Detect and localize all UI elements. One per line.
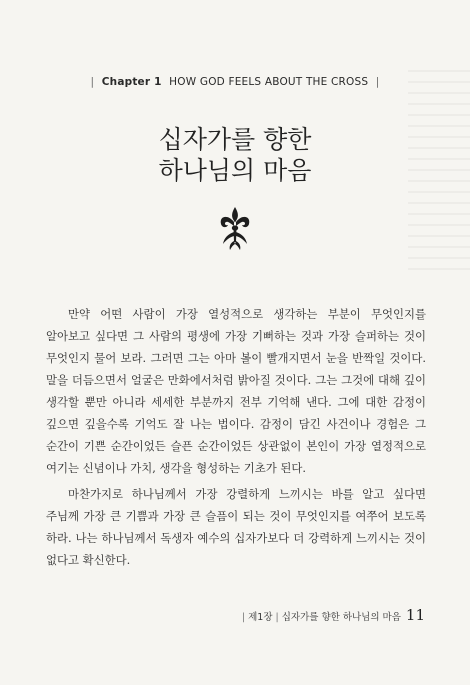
fleuron-icon bbox=[215, 205, 255, 251]
header-bar-right: | bbox=[375, 76, 380, 88]
footer-bar-left: | bbox=[241, 612, 246, 623]
paragraph-1: 만약 어떤 사람이 가장 열성적으로 생각하는 부분이 무엇인지를 알아보고 싶다면 그 사람의 평생에 가장 기뻐하는 것과 가장 슬퍼하는 것이 무엇인지 물어 보라. 그러면 그는 아마 볼이 빨개지면서 눈을 반짝일 것이다. 말을 더듬으면서 얼굴은 만화에서처럼 밝아질 것이다. 그는 그것에 대해 깊이 생각할 뿐만 아니라 세세한 부분까지 전부 기억해 낸다. 그에 대한 감정이 깊으면 깊을수록 기억도 잘 나는 법이다. 감정이 담긴 사건이나 경험은 그 순간이 기쁜 순간이었든 슬픈 순간이었든 상관없이 본인이 가장 열정적으로 여기는 신념이나 가치, 생각을 형성하는 기초가 된다. bbox=[46, 307, 426, 475]
chapter-title-line-2: 하나님의 마음 bbox=[158, 156, 312, 185]
page-footer bbox=[239, 606, 425, 624]
footer-bar-right: | bbox=[275, 612, 279, 623]
paragraph-2: 마찬가지로 하나님께서 가장 강렬하게 느끼시는 바를 알고 싶다면 주님께 가장 큰 기쁨과 가장 큰 슬픔이 되는 것이 무엇인지를 여쭈어 보도록 하라. 나는 하나님께서 독생자 예수의 십자가보다 더 강력하게 느끼시는 것이 없다고 확신한다. bbox=[46, 487, 426, 567]
running-title: 십자가를 향한 하나님의 마음 bbox=[281, 612, 401, 623]
body-text bbox=[46, 303, 426, 575]
chapter-header bbox=[0, 76, 470, 88]
chapter-label: Chapter 1 bbox=[101, 76, 162, 88]
chapter-title-line-1: 십자가를 향한 bbox=[158, 125, 312, 154]
page-number: 11 bbox=[405, 606, 425, 624]
header-bar-left: | bbox=[90, 76, 95, 88]
footer-chapter-label: 제1장 bbox=[248, 612, 273, 623]
chapter-subtitle: HOW GOD FEELS ABOUT THE CROSS bbox=[169, 76, 369, 88]
chapter-title bbox=[0, 124, 470, 186]
